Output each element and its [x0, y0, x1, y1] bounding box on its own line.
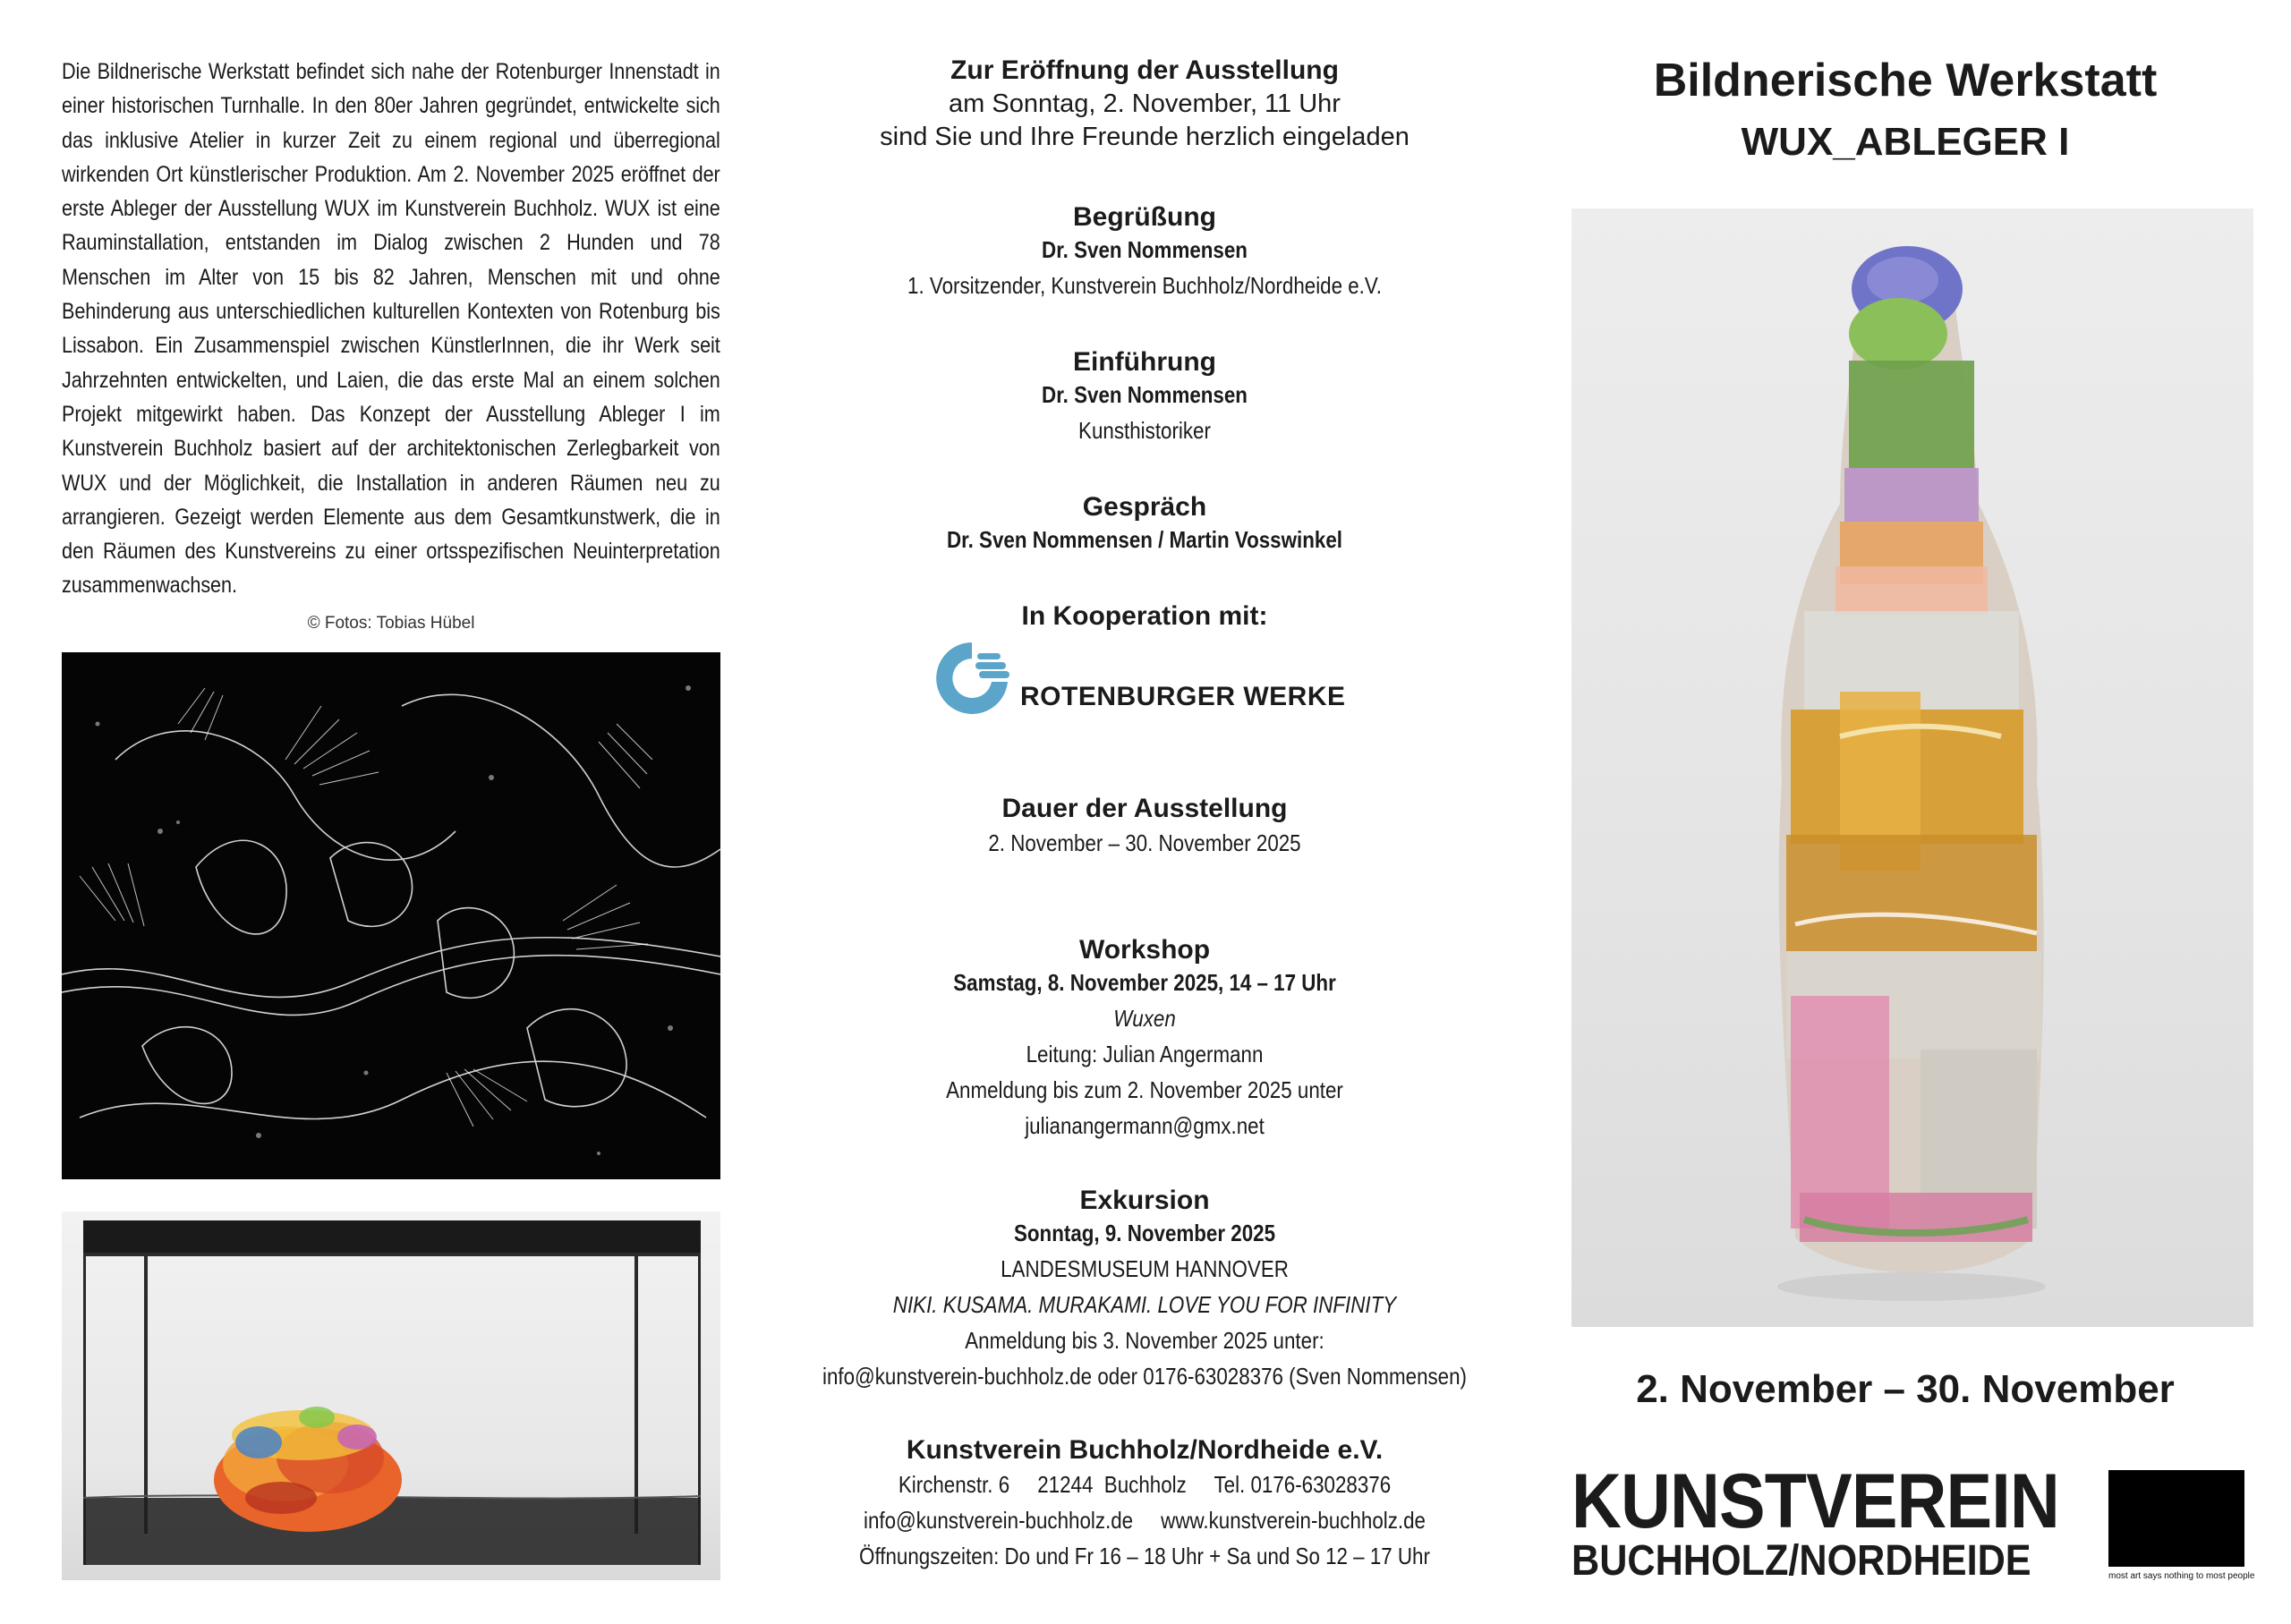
opening-date: am Sonntag, 2. November, 11 Uhr — [949, 89, 1341, 118]
artwork-drawing-image — [62, 652, 720, 1179]
duration-section — [770, 794, 1520, 857]
excursion-contact[interactable]: info@kunstverein-buchholz.de oder 0176-63028376 (Sven Nommensen) — [822, 1363, 1468, 1390]
duration-heading: Dauer der Ausstellung — [1001, 794, 1288, 823]
bottle-sculpture-image — [1571, 208, 2253, 1327]
introduction-section — [770, 347, 1520, 445]
left-panel — [0, 0, 770, 1624]
workshop-section — [770, 935, 1520, 1140]
exhibition-dates: 2. November – 30. November — [1636, 1367, 2175, 1411]
excursion-heading: Exkursion — [1079, 1186, 1210, 1215]
cooperation-heading: In Kooperation mit: — [1021, 601, 1268, 631]
aquarium-sculpture-image — [62, 1212, 720, 1580]
footer-web[interactable]: info@kunstverein-buchholz.de www.kunstverein-buchholz.de — [863, 1507, 1426, 1534]
opening-section — [770, 55, 1520, 152]
workshop-email[interactable]: julianangermann@gmx.net — [1025, 1112, 1265, 1139]
opening-heading: Zur Eröffnung der Ausstellung — [950, 55, 1339, 85]
footer-hours: Öffnungszeiten: Do und Fr 16 – 18 Uhr + Sa und So 12 – 17 Uhr — [859, 1543, 1430, 1569]
workshop-heading: Workshop — [1078, 935, 1211, 965]
partner-logo — [929, 637, 1394, 719]
greeting-name: Dr. Sven Nommensen — [1042, 236, 1248, 263]
talk-heading: Gespräch — [1082, 492, 1207, 522]
drawing-illustration — [62, 652, 720, 1179]
excursion-show: NIKI. KUSAMA. MURAKAMI. LOVE YOU FOR INFINITY — [892, 1291, 1397, 1318]
greeting-heading: Begrüßung — [1073, 202, 1216, 232]
photo-credit: © Fotos: Tobias Hübel — [307, 614, 475, 633]
rotenburger-werke-logo-icon — [929, 637, 1015, 719]
talk-names: Dr. Sven Nommensen / Martin Vosswinkel — [947, 526, 1342, 553]
workshop-title: Wuxen — [1113, 1005, 1176, 1032]
kunstverein-logo — [1571, 1458, 2113, 1585]
title-main: Bildnerische Werkstatt — [1653, 55, 2158, 106]
footer-section — [770, 1435, 1520, 1570]
opening-invite: sind Sie und Ihre Freunde herzlich eingeladen — [880, 123, 1410, 151]
greeting-role: 1. Vorsitzender, Kunstverein Buchholz/Nordheide e.V. — [907, 272, 1382, 299]
introduction-heading: Einführung — [1073, 347, 1216, 377]
greeting-section — [770, 202, 1520, 300]
excursion-date: Sonntag, 9. November 2025 — [1013, 1220, 1276, 1246]
title-sub: WUX_ABLEGER I — [1741, 120, 2070, 164]
logo-subtitle: BUCHHOLZ/NORDHEIDE — [1571, 1537, 2031, 1585]
workshop-lead: Leitung: Julian Angermann — [1026, 1041, 1264, 1067]
logo-black-square — [2108, 1470, 2244, 1567]
cooperation-section — [770, 601, 1520, 632]
excursion-section — [770, 1186, 1520, 1390]
bottle-sculpture-illustration — [1571, 208, 2253, 1327]
intro-text: Die Bildnerische Werkstatt befindet sich nahe der Rotenburger Innenstadt in einer historischen Turnhalle. In den 80er Jahren gegründet, entwickelte sich das inklusive Atelier in kurzer Zeit zu einem regional und überregional wirkenden Ort künstlerischer Produktion. Am 2. November 2025 eröffnet der erste Ableger der Ausstellung WUX im Kunstverein Buchholz. WUX ist eine Rauminstallation, entstanden im Dialog zwischen 2 Hunden und 78 Menschen im Alter von 15 bis 82 Jahren, Menschen mit und ohne Behinderung aus unterschiedlichen kulturellen Kontexten von Rotenburg bis Lissabon. Ein Zusammenspiel zwischen KünstlerInnen, die ihr Werk seit Jahrzehnten entwickelten, und Laien, die das erste Mal an einem solchen Projekt mitgewirkt haben. Das Konzept der Ausstellung Ableger I im Kunstverein Buchholz basiert auf der architektonischen Zerlegbarkeit von WUX und der Möglichkeit, die Installation in anderen Räumen neu zu arrangieren. Gezeigt werden Elemente aus dem Gesamtkunstwerk, die in den Räumen des Kunstvereins zu einer ortsspezifischen Neuinterpretation zusammenwachsen. — [62, 60, 720, 599]
introduction-role: Kunsthistoriker — [1078, 417, 1211, 444]
aquarium-illustration — [62, 1212, 720, 1580]
excursion-signup: Anmeldung bis 3. November 2025 unter: — [965, 1327, 1324, 1354]
excursion-venue: LANDESMUSEUM HANNOVER — [1001, 1255, 1289, 1282]
footer-org: Kunstverein Buchholz/Nordheide e.V. — [906, 1435, 1384, 1465]
duration-dates: 2. November – 30. November 2025 — [988, 829, 1301, 856]
right-panel — [1520, 0, 2291, 1624]
footer-address: Kirchenstr. 6 21244 Buchholz Tel. 0176-63028376 — [898, 1471, 1392, 1498]
partner-name: ROTENBURGER WERKE — [1020, 682, 1346, 711]
workshop-signup: Anmeldung bis zum 2. November 2025 unter — [946, 1076, 1343, 1103]
introduction-name: Dr. Sven Nommensen — [1042, 381, 1248, 408]
middle-panel — [770, 0, 1520, 1624]
logo-tagline: most art says nothing to most people — [2108, 1571, 2255, 1581]
logo-name: KUNSTVEREIN — [1571, 1458, 2059, 1544]
talk-section — [770, 492, 1520, 554]
workshop-date: Samstag, 8. November 2025, 14 – 17 Uhr — [953, 969, 1336, 996]
